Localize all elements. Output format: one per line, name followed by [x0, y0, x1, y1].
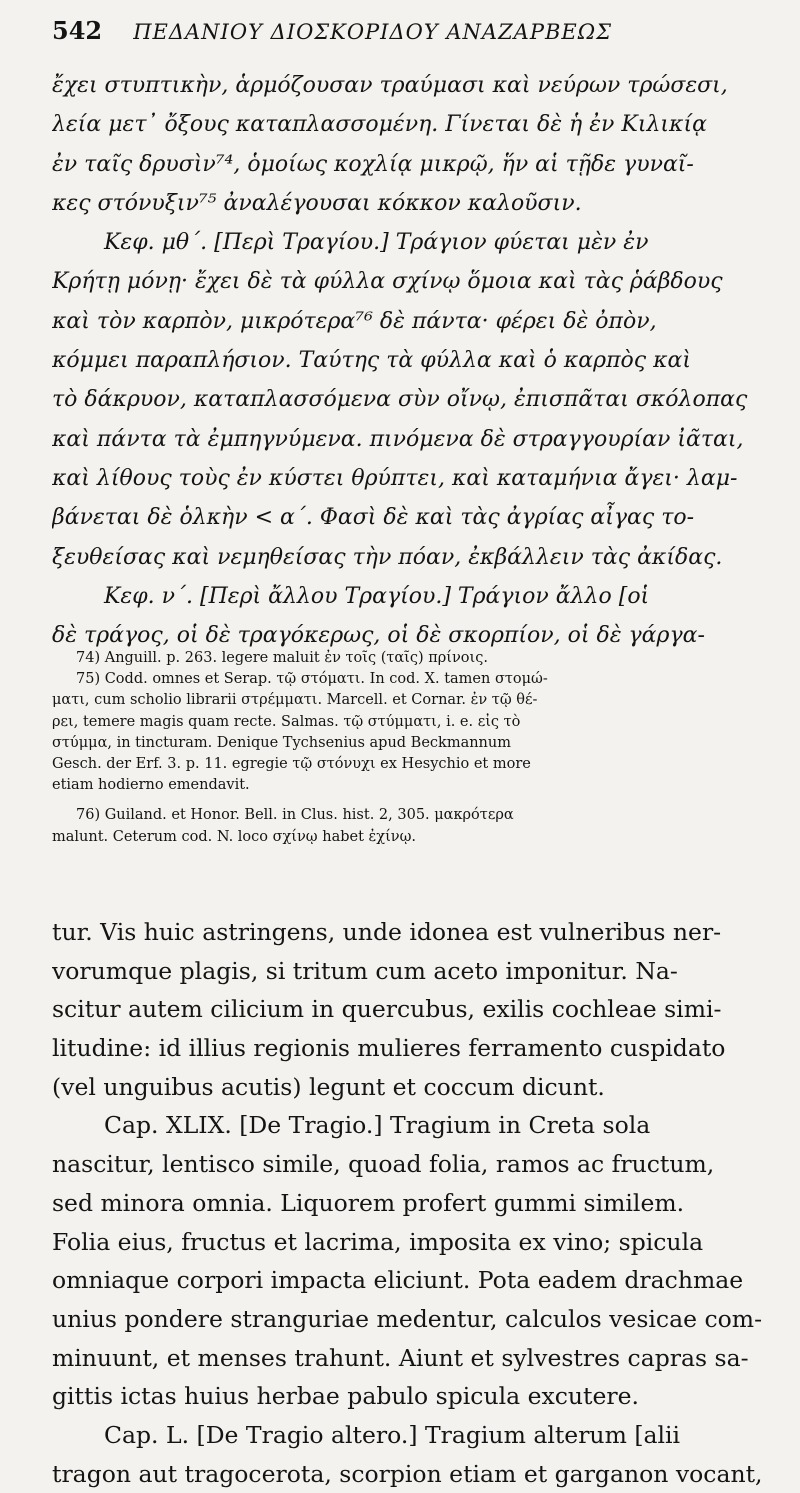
latin-line: unius pondere stranguriae medentur, calculos vesicae com-: [52, 1304, 763, 1333]
page-header: [52, 16, 772, 48]
latin-line: omniaque corpori impacta eliciunt. Pota eadem drachmae: [52, 1266, 744, 1295]
latin-line: nascitur, lentisco simile, quoad folia, ramos ac fructum,: [52, 1150, 715, 1179]
greek-line: ἐν ταῖς δρυσὶν⁷⁴, ὁμοίως κοχλίᾳ μικρῷ, ἥν αἱ τῇδε γυναῖ-: [52, 151, 694, 177]
greek-line: βάνεται δὲ ὁλκὴν < α΄. Φασὶ δὲ καὶ τὰς ἀγρίας αἶγας το-: [52, 505, 695, 531]
footnote-line: ματι, cum scholio librarii στρέμματι. Marcell. et Cornar. ἐν τῷ θέ-: [52, 692, 538, 709]
greek-line: Κρήτῃ μόνῃ· ἔχει δὲ τὰ φύλλα σχίνῳ ὅμοια καὶ τὰς ῥάβδους: [52, 269, 723, 295]
latin-line: minuunt, et menses trahunt. Aiunt et sylvestres capras sa-: [52, 1343, 749, 1372]
greek-line: κόμμει παραπλήσιον. Ταύτης τὰ φύλλα καὶ ὁ καρπὸς καὶ: [52, 348, 692, 374]
latin-line: (vel unguibus acutis) legunt et coccum dicunt.: [52, 1072, 605, 1101]
latin-line: tur. Vis huic astringens, unde idonea est vulneribus ner-: [52, 918, 722, 946]
running-title: ΠΕΔΑΝΙΟΥ ΔΙΟΣΚΟΡΙΔΟΥ ΑΝΑΖΑΡΒΕΩΣ: [133, 20, 612, 44]
footnote-line: 76) Guiland. et Honor. Bell. in Clus. hist. 2, 305. μακρότερα: [76, 807, 514, 824]
latin-line: Cap. XLIX. [De Tragio.] Tragium in Creta sola: [104, 1111, 651, 1140]
page-number: 542: [52, 16, 103, 45]
latin-line: Folia eius, fructus et lacrima, imposita ex vino; spicula: [52, 1227, 704, 1256]
footnote-line: malunt. Ceterum cod. N. loco σχίνῳ habet ἐχίνῳ.: [52, 828, 417, 845]
footnote-line: ρει, temere magis quam recte. Salmas. τῷ στύμματι, i. e. εἰς τὸ: [52, 713, 521, 730]
greek-line: καὶ λίθους τοὺς ἐν κύστει θρύπτει, καὶ καταμήνια ἄγει· λαμ-: [52, 465, 738, 491]
latin-line: gittis ictas huius herbae pabulo spicula excutere.: [52, 1382, 640, 1411]
footnote-line: Gesch. der Erf. 3. p. 11. egregie τῷ στόνυχι ex Hesychio et more: [52, 755, 531, 772]
footnote-line: στύμμα, in tincturam. Denique Tychsenius apud Beckmannum: [52, 734, 511, 751]
footnotes-block: [52, 648, 770, 848]
greek-line: τὸ δάκρυον, καταπλασσόμενα σὺν οἴνῳ, ἐπισπᾶται σκόλοπας: [52, 387, 748, 413]
greek-line: καὶ τὸν καρπὸν, μικρότερα⁷⁶ δὲ πάντα· φέρει δὲ ὀπὸν,: [52, 308, 657, 334]
latin-line: litudine: id illius regionis mulieres ferramento cuspidato: [52, 1034, 726, 1063]
footnote-spacer: [52, 796, 770, 805]
latin-line: sed minora omnia. Liquorem profert gummi similem.: [52, 1188, 685, 1217]
greek-line: καὶ πάντα τὰ ἐμπηγνύμενα. πινόμενα δὲ στραγγουρίαν ἰᾶται,: [52, 426, 744, 452]
greek-line: ξευθείσας καὶ νεμηθείσας τὴν πόαν, ἐκβάλλειν τὰς ἀκίδας.: [52, 544, 723, 570]
latin-line: vorumque plagis, si tritum cum aceto imponitur. Na-: [52, 956, 678, 985]
greek-line: κες στόνυξιν⁷⁵ ἀναλέγουσαι κόκκον καλοῦσιν.: [52, 190, 582, 216]
latin-line: tragon aut tragocerota, scorpion etiam et garganon vocant,: [52, 1459, 763, 1488]
greek-line: λεία μετ᾽ ὄξους καταπλασσομένη. Γίνεται δὲ ἡ ἐν Κιλικίᾳ: [52, 112, 707, 138]
greek-line: Κεφ. ν΄. [Περὶ ἄλλου Τραγίου.] Τράγιον ἄλλο [οἱ: [104, 583, 650, 609]
footnote-line: 74) Anguill. p. 263. legere maluit ἐν τοῖς (ταῖς) πρίνοις.: [76, 650, 488, 666]
footnote-line: etiam hodierno emendavit.: [52, 777, 250, 794]
latin-text-block: [52, 913, 770, 1493]
latin-line: scitur autem cilicium in quercubus, exilis cochleae simi-: [52, 995, 722, 1024]
greek-line: Κεφ. μθ΄. [Περὶ Τραγίου.] Τράγιον φύεται μὲν ἐν: [104, 230, 649, 256]
footnote-line: 75) Codd. omnes et Serap. τῷ στόματι. In cod. X. tamen στομώ-: [76, 671, 548, 688]
greek-line: ἔχει στυπτικὴν, ἁρμόζουσαν τραύμασι καὶ νεύρων τρώσεσι,: [52, 73, 728, 98]
greek-line: δὲ τράγος, οἱ δὲ τραγόκερως, οἱ δὲ σκορπίον, οἱ δὲ γάργα-: [52, 623, 705, 649]
greek-text-block: [52, 66, 770, 655]
latin-line: Cap. L. [De Tragio altero.] Tragium alterum [alii: [104, 1420, 681, 1449]
